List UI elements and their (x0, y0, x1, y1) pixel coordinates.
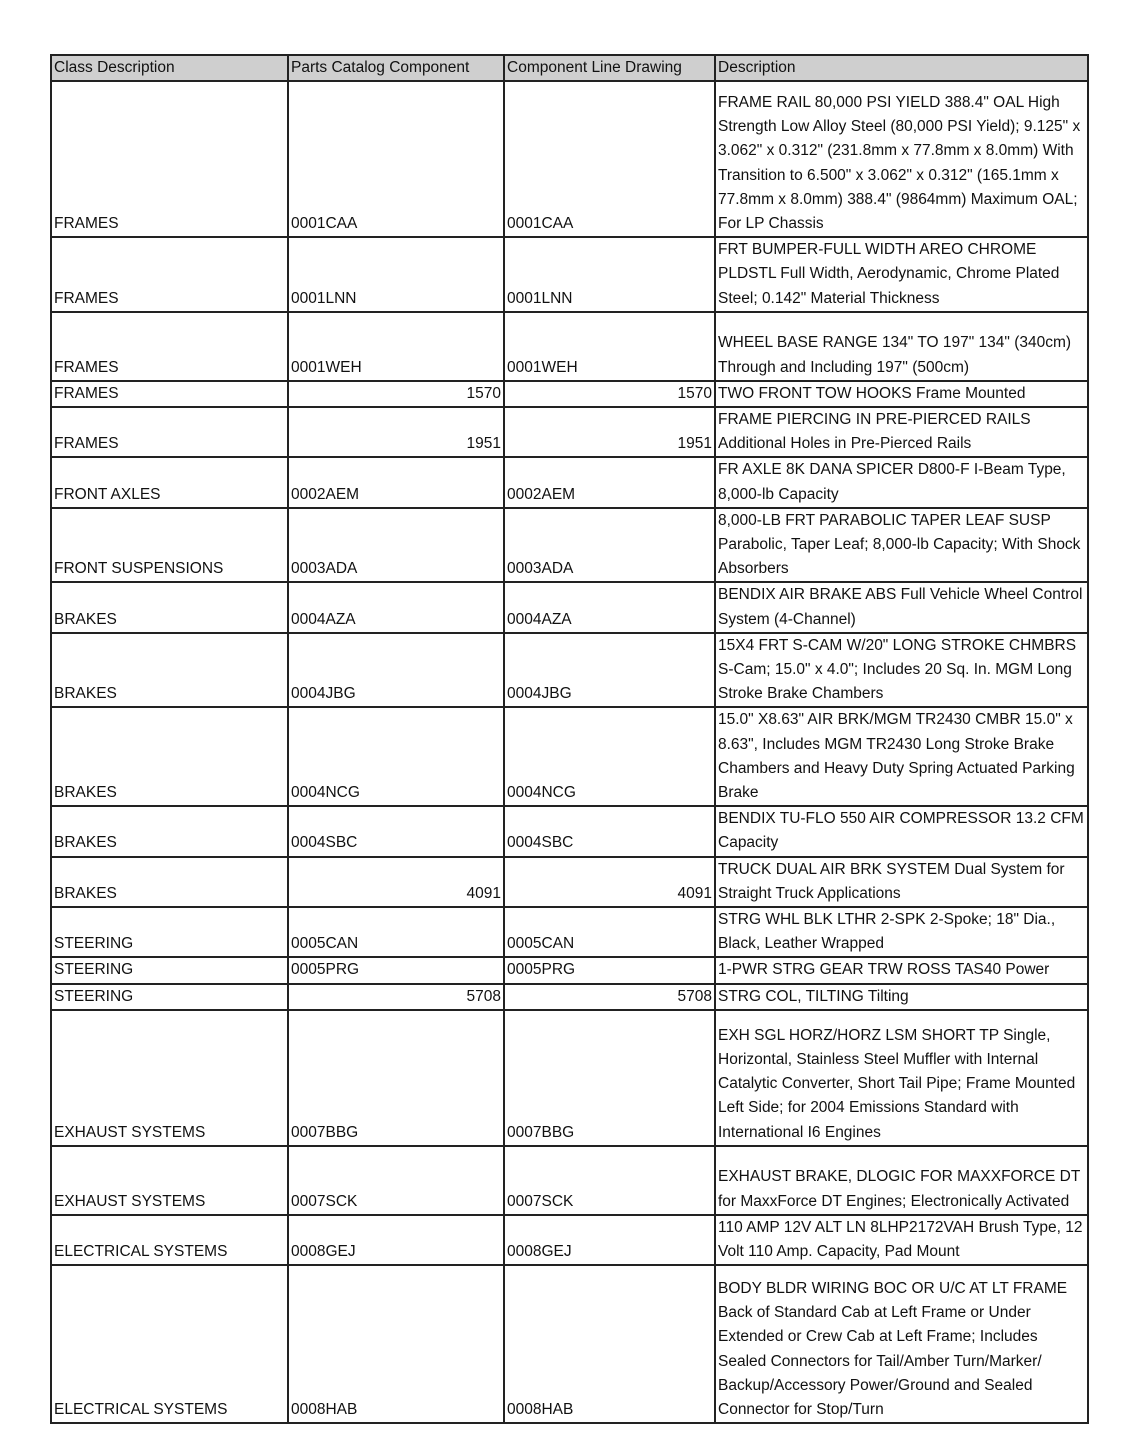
cell-description: BENDIX AIR BRAKE ABS Full Vehicle Wheel Control System (4-Channel) (715, 582, 1088, 632)
cell-parts-catalog-component: 1951 (288, 407, 504, 457)
cell-component-line-drawing: 0004JBG (504, 633, 715, 708)
table-row (51, 312, 1088, 381)
cell-parts-catalog-component: 0001CAA (288, 81, 504, 237)
cell-description: 1-PWR STRG GEAR TRW ROSS TAS40 Power (715, 957, 1088, 983)
cell-description: EXH SGL HORZ/HORZ LSM SHORT TP Single, Horizontal, Stainless Steel Muffler with Internal Catalytic Converter, Short Tail Pipe; Frame Mounted Left Side; for 2004 Emissions Standard with International I6 Engines (715, 1010, 1088, 1146)
cell-class-description: EXHAUST SYSTEMS (51, 1146, 288, 1215)
cell-component-line-drawing: 1570 (504, 381, 715, 407)
cell-component-line-drawing: 0004SBC (504, 806, 715, 856)
table-row (51, 984, 1088, 1010)
cell-class-description: ELECTRICAL SYSTEMS (51, 1215, 288, 1265)
cell-parts-catalog-component: 0004AZA (288, 582, 504, 632)
cell-class-description: FRAMES (51, 312, 288, 381)
cell-component-line-drawing: 0003ADA (504, 508, 715, 583)
table-row (51, 1215, 1088, 1265)
cell-class-description: BRAKES (51, 582, 288, 632)
cell-parts-catalog-component: 0004JBG (288, 633, 504, 708)
cell-parts-catalog-component: 0002AEM (288, 457, 504, 507)
cell-parts-catalog-component: 0004NCG (288, 707, 504, 806)
parts-sheet (50, 54, 1089, 1424)
cell-component-line-drawing: 5708 (504, 984, 715, 1010)
cell-class-description: FRAMES (51, 407, 288, 457)
table-body (51, 81, 1088, 1423)
cell-component-line-drawing: 0001CAA (504, 81, 715, 237)
table-row (51, 707, 1088, 806)
cell-parts-catalog-component: 0005CAN (288, 907, 504, 957)
cell-parts-catalog-component: 0007BBG (288, 1010, 504, 1146)
header-description: Description (715, 55, 1088, 81)
cell-description: TRUCK DUAL AIR BRK SYSTEM Dual System for Straight Truck Applications (715, 857, 1088, 907)
table-row (51, 957, 1088, 983)
cell-component-line-drawing: 0005PRG (504, 957, 715, 983)
cell-parts-catalog-component: 0004SBC (288, 806, 504, 856)
cell-description: 110 AMP 12V ALT LN 8LHP2172VAH Brush Type, 12 Volt 110 Amp. Capacity, Pad Mount (715, 1215, 1088, 1265)
cell-class-description: BRAKES (51, 806, 288, 856)
table-row (51, 381, 1088, 407)
cell-component-line-drawing: 0004AZA (504, 582, 715, 632)
cell-description: 15.0" X8.63" AIR BRK/MGM TR2430 CMBR 15.0" x 8.63", Includes MGM TR2430 Long Stroke Brake Chambers and Heavy Duty Spring Actuated Parking Brake (715, 707, 1088, 806)
table-row (51, 806, 1088, 856)
cell-parts-catalog-component: 0005PRG (288, 957, 504, 983)
cell-class-description: BRAKES (51, 633, 288, 708)
table-row (51, 508, 1088, 583)
cell-class-description: STEERING (51, 984, 288, 1010)
cell-parts-catalog-component: 5708 (288, 984, 504, 1010)
cell-component-line-drawing: 4091 (504, 857, 715, 907)
cell-class-description: STEERING (51, 907, 288, 957)
table-row (51, 907, 1088, 957)
cell-parts-catalog-component: 4091 (288, 857, 504, 907)
cell-component-line-drawing: 1951 (504, 407, 715, 457)
cell-parts-catalog-component: 1570 (288, 381, 504, 407)
header-component-line-drawing: Component Line Drawing (504, 55, 715, 81)
header-parts-catalog-component: Parts Catalog Component (288, 55, 504, 81)
cell-class-description: BRAKES (51, 857, 288, 907)
cell-description: TWO FRONT TOW HOOKS Frame Mounted (715, 381, 1088, 407)
table-row (51, 81, 1088, 237)
cell-parts-catalog-component: 0001LNN (288, 237, 504, 312)
cell-parts-catalog-component: 0003ADA (288, 508, 504, 583)
cell-class-description: FRAMES (51, 237, 288, 312)
cell-description: STRG WHL BLK LTHR 2-SPK 2-Spoke; 18" Dia., Black, Leather Wrapped (715, 907, 1088, 957)
table-row (51, 407, 1088, 457)
cell-description: FR AXLE 8K DANA SPICER D800-F I-Beam Type, 8,000-lb Capacity (715, 457, 1088, 507)
cell-component-line-drawing: 0007SCK (504, 1146, 715, 1215)
table-row (51, 1010, 1088, 1146)
cell-class-description: FRONT AXLES (51, 457, 288, 507)
header-class-description: Class Description (51, 55, 288, 81)
cell-description: FRAME RAIL 80,000 PSI YIELD 388.4" OAL High Strength Low Alloy Steel (80,000 PSI Yield); 9.125" x 3.062" x 0.312" (231.8mm x 77.8mm x 8.0mm) With Transition to 6.500" x 3.062" x 0.312" (165.1mm x 77.8mm x 8.0mm) 388.4" (9864mm) Maximum OAL; For LP Chassis (715, 81, 1088, 237)
cell-parts-catalog-component: 0001WEH (288, 312, 504, 381)
cell-class-description: FRONT SUSPENSIONS (51, 508, 288, 583)
cell-class-description: ELECTRICAL SYSTEMS (51, 1265, 288, 1423)
cell-description: EXHAUST BRAKE, DLOGIC FOR MAXXFORCE DT for MaxxForce DT Engines; Electronically Activated (715, 1146, 1088, 1215)
cell-class-description: BRAKES (51, 707, 288, 806)
cell-description: BODY BLDR WIRING BOC OR U/C AT LT FRAME Back of Standard Cab at Left Frame or Under Extended or Crew Cab at Left Frame; Includes Sealed Connectors for Tail/Amber Turn/Marker/ Backup/Accessory Power/Ground and Sealed Connector for Stop/Turn (715, 1265, 1088, 1423)
cell-component-line-drawing: 0001LNN (504, 237, 715, 312)
cell-component-line-drawing: 0008GEJ (504, 1215, 715, 1265)
cell-description: WHEEL BASE RANGE 134" TO 197" 134" (340cm) Through and Including 197" (500cm) (715, 312, 1088, 381)
cell-class-description: STEERING (51, 957, 288, 983)
cell-class-description: EXHAUST SYSTEMS (51, 1010, 288, 1146)
cell-description: 15X4 FRT S-CAM W/20" LONG STROKE CHMBRS S-Cam; 15.0" x 4.0"; Includes 20 Sq. In. MGM Long Stroke Brake Chambers (715, 633, 1088, 708)
parts-table (50, 54, 1089, 1424)
cell-parts-catalog-component: 0007SCK (288, 1146, 504, 1215)
table-row (51, 1146, 1088, 1215)
cell-description: FRT BUMPER-FULL WIDTH AREO CHROME PLDSTL Full Width, Aerodynamic, Chrome Plated Steel; 0.142" Material Thickness (715, 237, 1088, 312)
cell-description: BENDIX TU-FLO 550 AIR COMPRESSOR 13.2 CFM Capacity (715, 806, 1088, 856)
table-row (51, 582, 1088, 632)
cell-component-line-drawing: 0005CAN (504, 907, 715, 957)
cell-component-line-drawing: 0008HAB (504, 1265, 715, 1423)
cell-component-line-drawing: 0004NCG (504, 707, 715, 806)
table-row (51, 857, 1088, 907)
table-row (51, 1265, 1088, 1423)
cell-class-description: FRAMES (51, 81, 288, 237)
table-row (51, 457, 1088, 507)
cell-description: 8,000-LB FRT PARABOLIC TAPER LEAF SUSP Parabolic, Taper Leaf; 8,000-lb Capacity; With Shock Absorbers (715, 508, 1088, 583)
header-row (51, 55, 1088, 81)
cell-class-description: FRAMES (51, 381, 288, 407)
cell-description: FRAME PIERCING IN PRE-PIERCED RAILS Additional Holes in Pre-Pierced Rails (715, 407, 1088, 457)
cell-component-line-drawing: 0002AEM (504, 457, 715, 507)
cell-component-line-drawing: 0007BBG (504, 1010, 715, 1146)
cell-parts-catalog-component: 0008GEJ (288, 1215, 504, 1265)
cell-parts-catalog-component: 0008HAB (288, 1265, 504, 1423)
cell-component-line-drawing: 0001WEH (504, 312, 715, 381)
table-row (51, 237, 1088, 312)
table-row (51, 633, 1088, 708)
cell-description: STRG COL, TILTING Tilting (715, 984, 1088, 1010)
